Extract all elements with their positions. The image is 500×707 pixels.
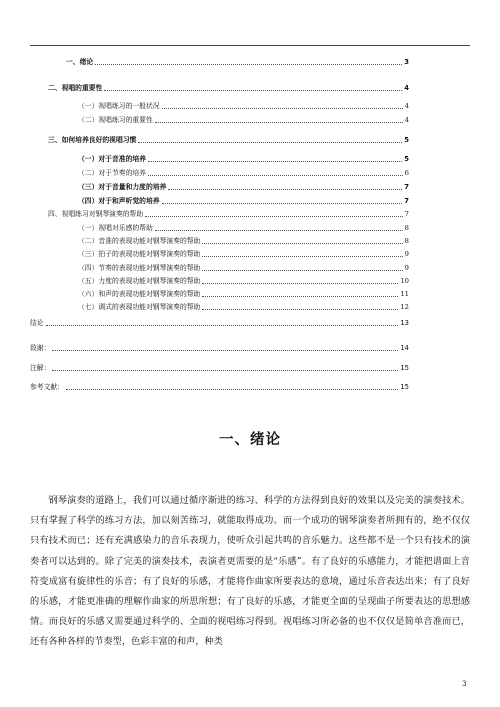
toc-entry[interactable] bbox=[78, 194, 409, 206]
toc-entry-page: 12 bbox=[400, 303, 409, 311]
section-heading: 一、绪论 bbox=[219, 432, 281, 448]
toc-leader-dots bbox=[162, 203, 403, 204]
toc-entry[interactable] bbox=[78, 152, 409, 164]
toc-entry-title: （四）对于和声听觉的培养 bbox=[78, 197, 160, 205]
toc-leader-dots bbox=[148, 175, 403, 176]
toc-entry-page: 9 bbox=[404, 264, 409, 272]
toc-entry[interactable] bbox=[78, 234, 409, 246]
toc-entry-page: 15 bbox=[400, 364, 409, 372]
toc-entry-title: （三）对于音量和力度的培养 bbox=[78, 183, 167, 191]
toc-entry-page: 13 bbox=[400, 319, 409, 327]
toc-entry[interactable] bbox=[78, 287, 409, 299]
toc-leader-dots bbox=[202, 283, 398, 284]
toc-entry-title: （二）对于节奏的培养 bbox=[78, 169, 146, 177]
toc-entry-page: 15 bbox=[400, 383, 409, 391]
toc-leader-dots bbox=[95, 64, 402, 65]
toc-entry[interactable] bbox=[78, 99, 409, 111]
toc-leader-dots bbox=[155, 230, 403, 231]
toc-entry-title: 一、绪论 bbox=[66, 58, 94, 66]
toc-entry-title: 四、视唱练习对钢琴演奏的帮助 bbox=[48, 210, 144, 218]
toc-entry-title: （一）对于音准的培养 bbox=[78, 155, 146, 163]
toc-entry-page: 8 bbox=[404, 224, 409, 232]
toc-entry-page: 8 bbox=[404, 237, 409, 245]
toc-entry[interactable] bbox=[78, 180, 409, 192]
toc-leader-dots bbox=[168, 189, 402, 190]
toc-leader-dots bbox=[46, 325, 399, 326]
toc-leader-dots bbox=[202, 243, 402, 244]
toc-entry[interactable] bbox=[30, 380, 409, 392]
toc-leader-dots bbox=[104, 90, 402, 91]
body-paragraph: 钢琴演奏的道路上，我们可以通过循序渐进的练习、科学的方法得到良好的效果以及完美的演奏技术。只有掌握了科学的练习方法，加以刻苦练习，就能取得成功。而一个成功的钢琴演奏者所拥有的，绝不仅仅只有技术而已；还有充满感染力的音乐表现力，使听众引起共鸣的音乐魅力。这些都不是一个只有技术的演奏者可以达到的。除了完美的演奏技术，表演者更需要的是“乐感”。有了良好的乐感能力，才能把谱面上音符变成富有旋律性的乐音；有了良好的乐感，才能将作曲家所要表达的意境，通过乐音表达出来；有了良好的乐感，才能更准确的理解作曲家的所思所想；有了良好的乐感，才能更全面的呈现曲子所要表达的思想感情。而良好的乐感又需要通过科学的、全面的视唱练习得到。视唱练习所必备的也不仅仅是简单音准而已，还有各种各样的节奏型，色彩丰富的和声，种类 bbox=[30, 495, 470, 648]
toc-entry-title: （六）和声的表现功能对钢琴演奏的帮助 bbox=[78, 290, 201, 298]
toc-entry-page: 7 bbox=[404, 183, 409, 191]
toc-entry-page: 10 bbox=[400, 277, 409, 285]
page-number: 3 bbox=[462, 680, 467, 688]
toc-entry[interactable] bbox=[78, 166, 409, 178]
toc-entry-page: 7 bbox=[404, 197, 409, 205]
toc-entry-page: 11 bbox=[400, 290, 409, 298]
toc-leader-dots bbox=[148, 161, 402, 162]
toc-entry[interactable] bbox=[78, 274, 409, 286]
toc-entry[interactable] bbox=[78, 113, 409, 125]
toc-entry-page: 7 bbox=[404, 210, 409, 218]
toc-leader-dots bbox=[202, 256, 402, 257]
toc-entry[interactable] bbox=[78, 247, 409, 259]
toc-entry[interactable] bbox=[30, 341, 409, 353]
toc-leader-dots bbox=[138, 142, 402, 143]
toc-entry-title: （五）力度的表现功能对钢琴演奏的帮助 bbox=[78, 277, 201, 285]
toc-entry-title: 注解： bbox=[30, 364, 51, 372]
toc-entry-title: （三）拍子的表现功能对钢琴演奏的帮助 bbox=[78, 250, 201, 258]
toc-entry-title: （七）调式的表现功能对钢琴演奏的帮助 bbox=[78, 303, 201, 311]
toc-entry-page: 4 bbox=[404, 84, 409, 92]
toc-entry-title: （一）视唱对乐感的帮助 bbox=[78, 224, 153, 232]
toc-entry-title: （二）音准的表现功能对钢琴演奏的帮助 bbox=[78, 237, 201, 245]
toc-entry[interactable] bbox=[30, 361, 409, 373]
toc-entry-title: 二、视唱的重要性 bbox=[48, 84, 103, 92]
toc-entry-title: 三、如何培养良好的视唱习惯 bbox=[48, 136, 137, 144]
toc-entry-page: 5 bbox=[404, 155, 409, 163]
toc-leader-dots bbox=[52, 370, 398, 371]
toc-leader-dots bbox=[202, 270, 402, 271]
toc-entry[interactable] bbox=[78, 261, 409, 273]
toc-leader-dots bbox=[66, 389, 398, 390]
toc-entry-page: 3 bbox=[404, 58, 409, 66]
toc-leader-dots bbox=[145, 216, 403, 217]
toc-leader-dots bbox=[202, 309, 398, 310]
toc-entry[interactable] bbox=[48, 133, 409, 145]
toc-entry-page: 4 bbox=[404, 116, 409, 124]
toc-entry[interactable] bbox=[78, 300, 409, 312]
toc-entry-page: 14 bbox=[400, 344, 409, 352]
toc-entry-title: 结论 bbox=[30, 319, 44, 327]
toc-leader-dots bbox=[155, 122, 403, 123]
toc-entry-page: 5 bbox=[404, 136, 409, 144]
toc-entry[interactable] bbox=[48, 81, 409, 93]
toc-entry[interactable] bbox=[48, 207, 409, 219]
toc-entry[interactable] bbox=[78, 221, 409, 233]
toc-entry[interactable] bbox=[30, 316, 409, 328]
header-rule bbox=[30, 45, 470, 46]
toc-leader-dots bbox=[202, 296, 398, 297]
toc-entry-page: 4 bbox=[404, 102, 409, 110]
toc-entry-title: （二）视唱练习的重要性 bbox=[78, 116, 153, 124]
toc-leader-dots bbox=[52, 350, 398, 351]
toc-leader-dots bbox=[162, 108, 403, 109]
toc-entry-title: 致谢： bbox=[30, 344, 51, 352]
toc-entry[interactable] bbox=[66, 55, 409, 67]
toc-entry-page: 6 bbox=[404, 169, 409, 177]
toc-entry-title: 参考文献： bbox=[30, 383, 64, 391]
toc-entry-page: 9 bbox=[404, 250, 409, 258]
toc-entry-title: （四）节奏的表现功能对钢琴演奏的帮助 bbox=[78, 264, 201, 272]
toc-entry-title: （一）视唱练习的一般状况 bbox=[78, 102, 160, 110]
